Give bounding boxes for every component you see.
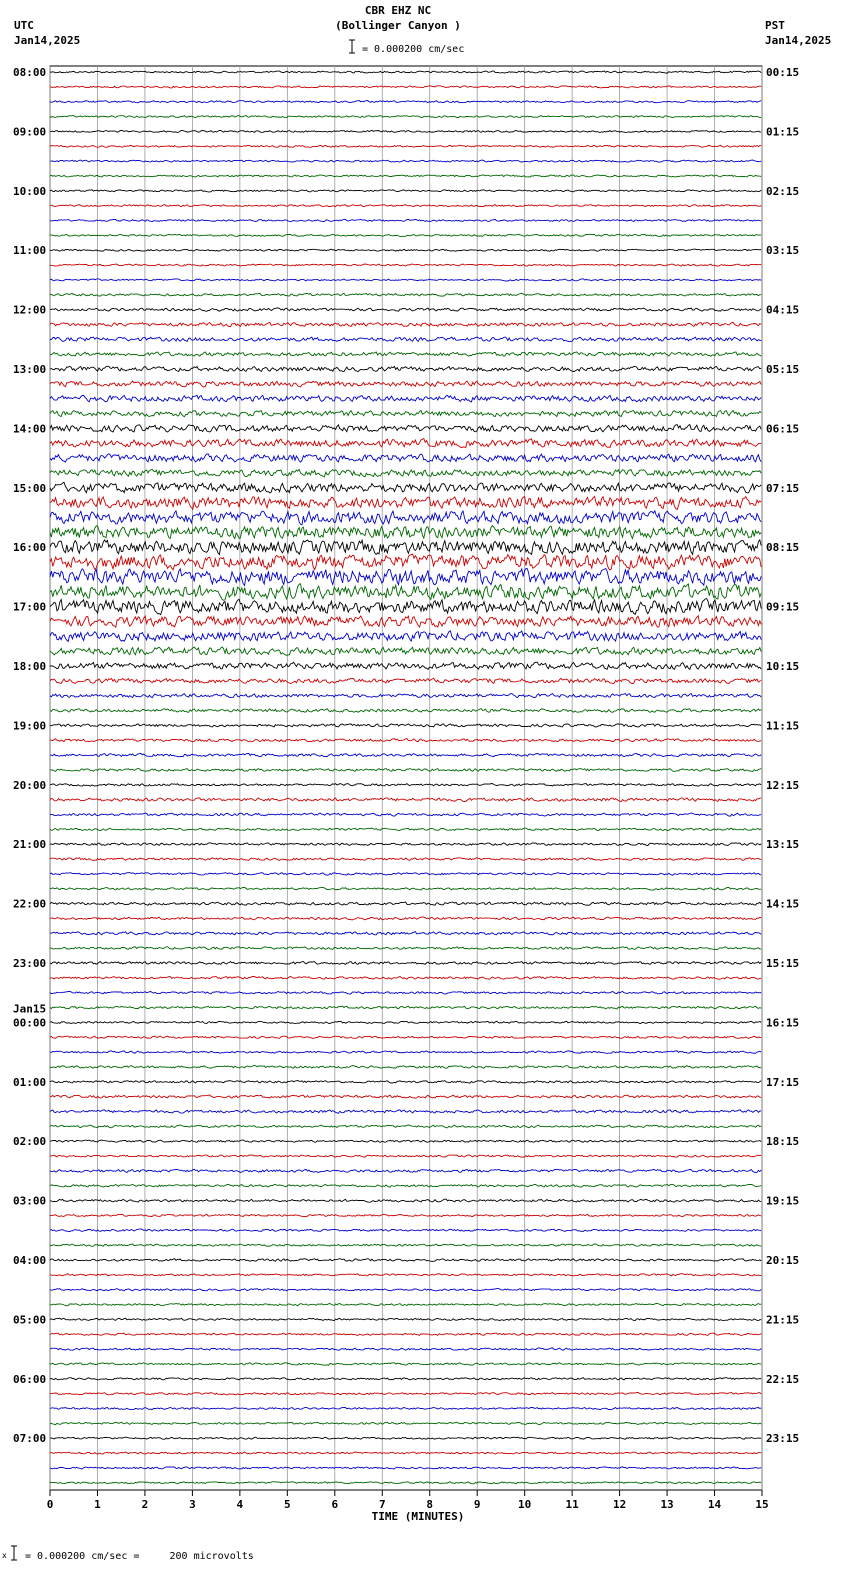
- trace-row: [50, 1318, 761, 1320]
- utc-hour-label: 22:00: [13, 897, 47, 911]
- utc-hour-label: 20:00: [13, 778, 47, 792]
- trace-row: [50, 694, 761, 698]
- trace-row: [50, 381, 761, 387]
- trace-row: [50, 1066, 761, 1069]
- trace-row: [50, 769, 761, 772]
- trace-row: [50, 709, 761, 713]
- trace-row: [50, 469, 761, 477]
- trace-row: [50, 175, 761, 177]
- utc-hour-label: 09:00: [13, 125, 47, 139]
- utc-hour-label: 01:00: [13, 1075, 47, 1089]
- utc-hour-label: 06:00: [13, 1372, 47, 1386]
- x-tick-label: 0: [46, 1498, 54, 1511]
- trace-row: [50, 205, 761, 207]
- trace-row: [50, 1363, 761, 1366]
- trace-row: [50, 1155, 761, 1157]
- x-tick-label: 5: [284, 1498, 291, 1511]
- trace-row: [50, 1214, 761, 1216]
- utc-hour-label: 08:00: [13, 66, 47, 79]
- trace-row: [50, 86, 761, 88]
- x-tick-label: 11: [565, 1498, 579, 1511]
- trace-row: [50, 1229, 761, 1232]
- trace-row: [50, 1081, 761, 1084]
- trace-row: [50, 234, 761, 236]
- utc-hour-label: 11:00: [13, 244, 47, 258]
- utc-hour-label: 23:00: [13, 957, 47, 970]
- trace-row: [50, 439, 761, 448]
- pst-hour-label: 01:15: [766, 125, 800, 139]
- trace-row: [50, 1274, 761, 1276]
- x-tick-label: 9: [473, 1498, 481, 1511]
- trace-row: [50, 1036, 761, 1038]
- utc-hour-label: 21:00: [13, 838, 47, 852]
- trace-row: [50, 647, 761, 655]
- pst-hour-label: 17:15: [766, 1075, 800, 1089]
- trace-row: [50, 616, 761, 628]
- pst-hour-label: 03:15: [766, 244, 800, 258]
- trace-row: [50, 724, 761, 727]
- pst-hour-labels: [766, 66, 799, 1445]
- pst-hour-label: 12:15: [766, 778, 800, 792]
- trace-row: [50, 932, 761, 935]
- station-title: CBR EHZ NC: [364, 4, 432, 17]
- trace-row: [50, 1125, 761, 1128]
- trace-row: [50, 662, 761, 669]
- trace-row: [50, 219, 761, 221]
- trace-row: [50, 798, 761, 802]
- date-change-label: Jan15: [13, 1002, 47, 1016]
- utc-hour-label: 03:00: [13, 1194, 47, 1208]
- trace-row: [50, 101, 761, 103]
- trace-row: [50, 337, 761, 342]
- utc-hour-label: 19:00: [13, 719, 47, 733]
- trace-row: [50, 1422, 761, 1424]
- trace-row: [50, 511, 761, 525]
- right-date-label: Jan14,2025: [765, 34, 832, 47]
- trace-row: [50, 160, 761, 162]
- trace-row: [50, 902, 761, 905]
- utc-hour-label: 10:00: [13, 184, 47, 198]
- trace-row: [50, 1140, 761, 1142]
- trace-row: [50, 947, 761, 950]
- footer-mark: x: [2, 1551, 7, 1560]
- trace-row: [50, 293, 761, 296]
- footer-scale-note: = 0.000200 cm/sec = 200 microvolts: [25, 1551, 254, 1562]
- trace-row: [50, 584, 761, 601]
- pst-hour-label: 07:15: [766, 481, 800, 495]
- utc-hour-label: 17:00: [13, 600, 47, 614]
- x-tick-label: 14: [707, 1498, 722, 1511]
- trace-row: [50, 1051, 761, 1054]
- trace-row: [50, 843, 761, 846]
- trace-row: [50, 917, 761, 920]
- trace-row: [50, 1407, 761, 1409]
- trace-row: [50, 1452, 761, 1454]
- trace-row: [50, 279, 761, 281]
- trace-row: [50, 1437, 761, 1439]
- utc-hour-label: 16:00: [13, 541, 47, 555]
- trace-row: [50, 631, 761, 642]
- trace-row: [50, 1095, 761, 1098]
- pst-hour-label: 02:15: [766, 184, 800, 198]
- trace-row: [50, 1348, 761, 1350]
- trace-row: [50, 366, 761, 371]
- trace-row: [50, 454, 761, 462]
- trace-row: [50, 961, 761, 964]
- pst-hour-label: 06:15: [766, 422, 800, 436]
- pst-hour-label: 09:15: [766, 600, 800, 614]
- trace-row: [50, 145, 761, 147]
- x-tick-label: 7: [378, 1498, 386, 1511]
- pst-hour-label: 14:15: [766, 897, 800, 911]
- trace-row: [50, 784, 761, 787]
- trace-row: [50, 1244, 761, 1246]
- trace-row: [50, 264, 761, 266]
- trace-row: [50, 569, 761, 586]
- trace-row: [50, 1333, 761, 1335]
- trace-row: [50, 678, 761, 683]
- trace-row: [50, 425, 761, 433]
- pst-hour-label: 05:15: [766, 363, 800, 376]
- pst-hour-label: 18:15: [766, 1135, 800, 1149]
- trace-row: [50, 1303, 761, 1305]
- trace-row: [50, 753, 761, 756]
- trace-row: [50, 1259, 761, 1262]
- trace-row: [50, 308, 761, 311]
- trace-row: [50, 873, 761, 876]
- pst-hour-label: 04:15: [766, 303, 800, 317]
- trace-row: [50, 739, 761, 742]
- pst-hour-label: 23:15: [766, 1432, 800, 1446]
- x-tick-label: 6: [331, 1498, 339, 1511]
- pst-hour-label: 15:15: [766, 957, 800, 970]
- left-zone-label: UTC: [14, 19, 34, 32]
- footer-scale-bar-icon: [11, 1546, 17, 1560]
- trace-row: [50, 322, 761, 326]
- trace-row: [50, 1378, 761, 1380]
- scale-label: = 0.000200 cm/sec: [362, 44, 465, 55]
- pst-hour-label: 00:15: [766, 66, 800, 79]
- utc-hour-label: 12:00: [13, 303, 47, 317]
- pst-hour-label: 10:15: [766, 660, 800, 673]
- utc-hour-labels: [13, 66, 46, 1445]
- trace-row: [50, 526, 761, 539]
- utc-hour-label: 18:00: [13, 660, 47, 673]
- x-tick-label: 1: [94, 1498, 101, 1511]
- pst-hour-label: 19:15: [766, 1194, 800, 1208]
- x-axis: [47, 1490, 769, 1511]
- trace-row: [50, 1289, 761, 1291]
- trace-row: [50, 130, 761, 132]
- utc-hour-label: 00:00: [13, 1016, 47, 1030]
- utc-hour-label: 13:00: [13, 363, 47, 376]
- x-tick-label: 15: [755, 1498, 769, 1511]
- x-axis-title: TIME (MINUTES): [371, 1510, 465, 1523]
- trace-row: [50, 1392, 761, 1395]
- x-tick-label: 3: [189, 1498, 196, 1511]
- trace-row: [50, 395, 761, 402]
- trace-row: [50, 554, 761, 570]
- pst-hour-label: 08:15: [766, 541, 800, 555]
- utc-hour-label: 07:00: [13, 1432, 47, 1446]
- trace-row: [50, 977, 761, 980]
- utc-hour-label: 02:00: [13, 1135, 47, 1149]
- trace-row: [50, 116, 761, 118]
- pst-hour-label: 20:15: [766, 1254, 800, 1267]
- trace-row: [50, 858, 761, 861]
- x-tick-label: 4: [236, 1498, 244, 1511]
- utc-hour-label: 04:00: [13, 1254, 47, 1267]
- trace-row: [50, 497, 761, 510]
- trace-row: [50, 1006, 761, 1009]
- trace-row: [50, 411, 761, 417]
- x-tick-label: 2: [141, 1498, 149, 1511]
- trace-row: [50, 599, 761, 615]
- pst-hour-label: 11:15: [766, 719, 800, 733]
- x-tick-label: 10: [518, 1498, 532, 1511]
- x-tick-label: 13: [660, 1498, 674, 1511]
- utc-hour-label: 14:00: [13, 422, 47, 436]
- x-tick-label: 12: [612, 1498, 627, 1511]
- trace-row: [50, 1110, 761, 1113]
- trace-row: [50, 1169, 761, 1172]
- scale-bar-icon: [349, 40, 355, 53]
- trace-row: [50, 540, 761, 555]
- x-tick-label: 8: [426, 1498, 434, 1511]
- trace-row: [50, 828, 761, 831]
- trace-row: [50, 813, 761, 816]
- site-name: (Bollinger Canyon ): [335, 19, 461, 32]
- trace-row: [50, 888, 761, 891]
- trace-row: [50, 1199, 761, 1202]
- trace-row: [50, 190, 761, 192]
- trace-row: [50, 71, 761, 73]
- trace-row: [50, 352, 761, 356]
- pst-hour-label: 16:15: [766, 1016, 800, 1030]
- trace-row: [50, 1184, 761, 1187]
- trace-row: [50, 992, 761, 995]
- trace-row: [50, 482, 761, 493]
- trace-row: [50, 1482, 761, 1484]
- pst-hour-label: 21:15: [766, 1313, 800, 1327]
- trace-row: [50, 1021, 761, 1023]
- utc-hour-label: 05:00: [13, 1313, 47, 1327]
- pst-hour-label: 13:15: [766, 838, 800, 852]
- right-zone-label: PST: [765, 19, 785, 32]
- left-date-label: Jan14,2025: [14, 34, 81, 47]
- utc-hour-label: 15:00: [13, 481, 47, 495]
- seismic-traces: [50, 71, 761, 1484]
- trace-row: [50, 249, 761, 251]
- trace-row: [50, 1467, 761, 1469]
- pst-hour-label: 22:15: [766, 1372, 800, 1386]
